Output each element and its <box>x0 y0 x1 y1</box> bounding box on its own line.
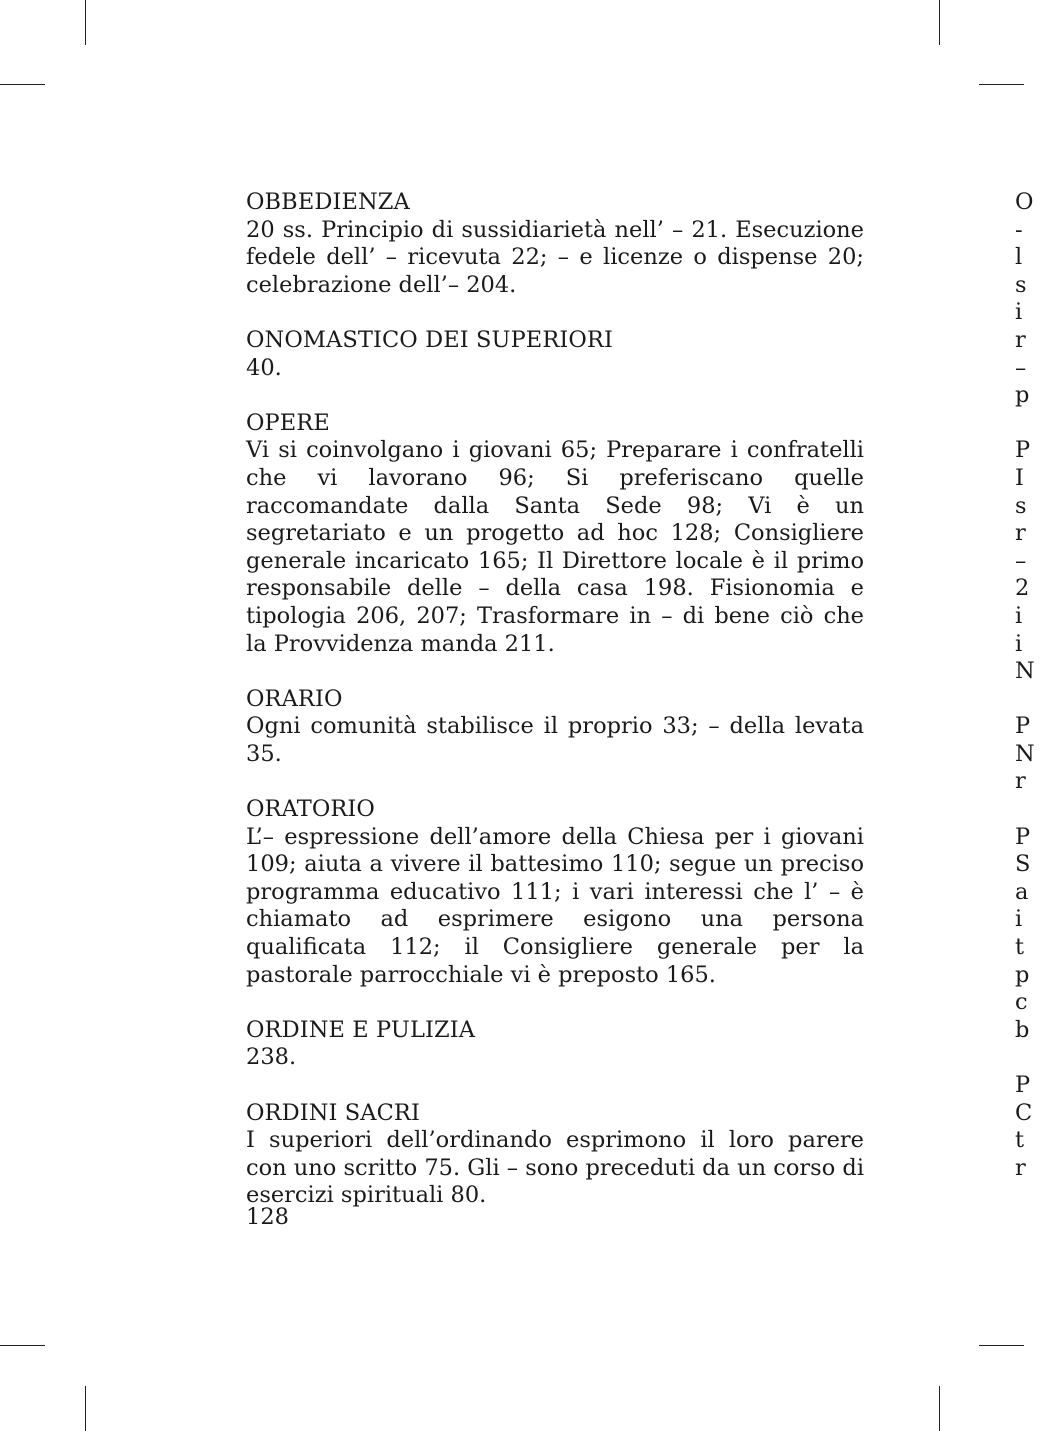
index-entry <box>246 686 864 769</box>
entry-body: 238. <box>246 1044 297 1071</box>
index-entry <box>246 327 864 382</box>
next-page-line: - <box>1015 216 1023 243</box>
crop-mark-top-right-vertical <box>939 0 940 45</box>
next-page-line: p <box>1015 961 1030 988</box>
next-page-line <box>1015 686 1045 714</box>
entry-heading: ORDINE E PULIZIA <box>246 1016 476 1043</box>
next-page-line: N <box>1015 740 1035 767</box>
crop-mark-bottom-right-vertical <box>939 1386 940 1431</box>
next-page-line: i <box>1015 602 1023 629</box>
entry-heading: ORDINI SACRI <box>246 1099 420 1126</box>
next-page-line: – <box>1015 354 1027 381</box>
next-page-line: r <box>1015 768 1026 795</box>
entry-heading: OBBEDIENZA <box>246 189 410 215</box>
crop-mark-top-left-horizontal <box>0 84 45 85</box>
next-page-line: a <box>1015 878 1029 905</box>
next-page-line: l <box>1015 244 1023 271</box>
entry-heading: ORARIO <box>246 685 343 712</box>
next-page-line: i <box>1015 630 1023 657</box>
crop-mark-bottom-left-vertical <box>85 1386 86 1431</box>
entry-body: Ogni comunità stabilisce il proprio 33; – della levata 35. <box>246 713 864 767</box>
page-number: 128 <box>246 1204 289 1230</box>
index-entry <box>246 410 864 658</box>
entry-heading: OPERE <box>246 409 330 436</box>
next-page-line: i <box>1015 299 1023 326</box>
index-column <box>246 189 864 1238</box>
index-entry <box>246 796 864 989</box>
next-page-line: c <box>1015 989 1028 1016</box>
entry-body: 40. <box>246 354 282 381</box>
next-page-line: s <box>1015 271 1027 298</box>
crop-mark-top-right-horizontal <box>979 84 1024 85</box>
next-page-line: O <box>1015 189 1034 215</box>
next-page-line: r <box>1015 326 1026 353</box>
next-page-line: r <box>1015 1154 1026 1181</box>
crop-mark-bottom-right-horizontal <box>979 1345 1024 1346</box>
next-page-line: N <box>1015 658 1035 685</box>
next-page-line: I <box>1015 464 1024 491</box>
next-page-line: P <box>1015 823 1031 850</box>
index-entry <box>246 1017 864 1072</box>
next-page-fragment <box>1015 189 1045 1182</box>
next-page-line: t <box>1015 934 1025 961</box>
index-entry <box>246 189 864 299</box>
entry-body: I superiori dell’ordinando esprimono il loro parere con uno scritto 75. Gli – sono preceduti da un corso di esercizi spirituali 80. <box>246 1127 865 1209</box>
next-page-line: – <box>1015 547 1027 574</box>
entry-heading: ONOMASTICO DEI SUPERIORI <box>246 326 613 353</box>
entry-body: L’– espressione dell’amore della Chiesa per i giovani 109; aiuta a vivere il battesimo 110; segue un preciso programma educativo 111; i vari interessi che l’ – è chiamato ad esprimere esigono una persona qualificata 112; il Consigliere generale per la pastorale parrocchiale vi è preposto 165. <box>246 823 864 988</box>
entry-heading: ORATORIO <box>246 796 375 823</box>
next-page-line: t <box>1015 1127 1025 1154</box>
crop-mark-top-left-vertical <box>85 0 86 45</box>
next-page-line: s <box>1015 492 1027 519</box>
next-page-line <box>1015 410 1045 438</box>
next-page-line: C <box>1015 1099 1033 1126</box>
crop-mark-bottom-left-horizontal <box>0 1345 45 1346</box>
next-page-line: P <box>1015 437 1031 464</box>
next-page-line <box>1015 1044 1045 1072</box>
next-page-line: P <box>1015 1072 1031 1098</box>
entry-body: Vi si coinvolgano i giovani 65; Preparare i confratelli che vi lavorano 96; Si preferiscano quelle raccomandate dalla Santa Sede 98; Vi è un segretariato e un progetto ad hoc 128; Consigliere generale incaricato 165; Il Direttore locale è il primo responsabile delle – della casa 198. Fisionomia e tipologia 206, 207; Trasformare in – di bene ciò che la Provvidenza manda 211. <box>246 437 864 657</box>
next-page-line: 2 <box>1015 575 1030 602</box>
next-page-line: i <box>1015 906 1023 933</box>
next-page-line: b <box>1015 1016 1030 1043</box>
next-page-line <box>1015 796 1045 824</box>
next-page-line: p <box>1015 382 1030 409</box>
index-entry <box>246 1100 864 1210</box>
next-page-line: S <box>1015 851 1031 878</box>
next-page-line: r <box>1015 520 1026 547</box>
entry-body: 20 ss. Principio di sussidiarietà nell’ – 21. Esecuzione fedele dell’ – ricevuta 22; – e licenze o dispense 20; celebrazione dell’– 204. <box>246 216 864 298</box>
next-page-line: P <box>1015 713 1031 740</box>
